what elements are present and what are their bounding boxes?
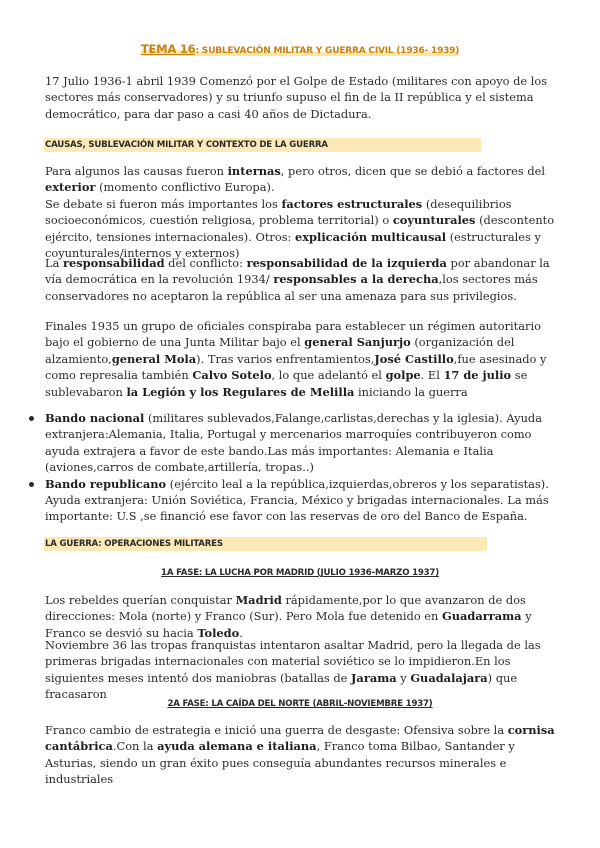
- bandos-list: [45, 410, 567, 525]
- paragraph-madrid: Los rebeldes querían conquistar Madrid rápidamente,por lo que avanzaron de dos direcciones: Mola (norte) y Franco (Sur). Pero Mola fue detenido en Guadarrama y Franco se desvió su hacia Toledo.: [45, 593, 532, 640]
- paragraph-responsabilidad: La responsabilidad del conflicto: responsabilidad de la izquierda por abandonar la vía democrática en la revolución 1934/ responsables a la derecha,los sectores más conservadores no aceptaron la república al ser una amenaza para sus privilegios.: [45, 256, 550, 303]
- paragraph-noviembre: Noviembre 36 las tropas franquistas intentaron asaltar Madrid, pero la llegada de las primeras brigadas internacionales con material soviético se lo impidieron.En los siguientes meses intentó dos maniobras (batallas de Jarama y Guadalajara) que fracasaron: [45, 638, 541, 702]
- phase-heading-2: 2A FASE: LA CAÍDA DEL NORTE (ABRIL-NOVIEMBRE 1937): [167, 699, 433, 709]
- list-item: Bando republicano (ejército leal a la república,izquierdas,obreros y los separatistas). Ayuda extranjera: Unión Soviética, Francia, México y brigadas internacionales. La más importante: U.S ,se financió ese favor con las reservas de oro del Banco de España.: [45, 476, 567, 525]
- paragraph-norte: Franco cambio de estrategia e inició una guerra de desgaste: Ofensiva sobre la cornisa cantábrica.Con la ayuda alemana e italiana, Franco toma Bilbao, Santander y Asturias, siendo un gran éxito pues conseguía abundantes recursos minerales e industriales: [45, 723, 555, 787]
- section-heading-guerra: LA GUERRA: OPERACIONES MILITARES: [44, 537, 487, 551]
- bullet-icon: [29, 482, 34, 487]
- intro-paragraph: 17 Julio 1936-1 abril 1939 Comenzó por el Golpe de Estado (militares con apoyo de los sectores más conservadores) y su triunfo supuso el fin de la II república y el sistema democrático, para dar paso a casi 40 años de Dictadura.: [45, 74, 548, 121]
- list-item: Bando nacional (militares sublevados,Falange,carlistas,derechas y la iglesia). Ayuda extranjera:Alemania, Italia, Portugal y mercenarios marroquíes contribuyeron como ayuda extrajera a favor de este bando.Las más importantes: Alemania e Italia (aviones,carros de combate,artillería, tropas..): [45, 410, 567, 476]
- paragraph-conspiracion: Finales 1935 un grupo de oficiales conspiraba para establecer un régimen autoritario bajo el gobierno de una Junta Militar bajo el general Sanjurjo (organización del alzamiento,general Mola). Tras varios enfrentamientos,José Castillo,fue asesinado y como represalia también Calvo Sotelo, lo que adelantó el golpe. El 17 de julio se sublevabaron la Legión y los Regulares de Melilla iniciando la guerra: [45, 319, 547, 399]
- title-rest: : SUBLEVACIÓN MILITAR Y GUERRA CIVIL (1936- 1939): [195, 46, 460, 56]
- section-heading-causas: CAUSAS, SUBLEVACIÓN MILITAR Y CONTEXTO DE LA GUERRA: [44, 138, 481, 152]
- title-main: TEMA 16: [140, 42, 196, 56]
- phase-heading-1: 1A FASE: LA LUCHA POR MADRID (JULIO 1936-MARZO 1937): [161, 568, 439, 578]
- bullet-icon: [29, 416, 34, 421]
- page-title: [0, 42, 600, 56]
- paragraph-causas: Para algunos las causas fueron internas, pero otros, dicen que se debió a factores del exterior (momento conflictivo Europa). Se debate si fueron más importantes los factores estructurales (desequilibrios socioeconómicos, cuestión religiosa, problema territorial) o coyunturales (descontento ejército, tensiones internacionales). Otros: explicación multicausal (estructurales y coyunturales/internos y externos): [45, 164, 555, 261]
